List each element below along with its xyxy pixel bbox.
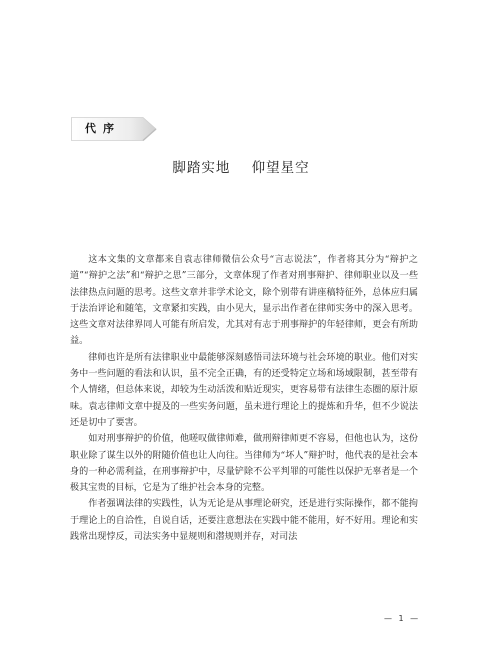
paragraph: 如对刑事辩护的价值，他嗟叹做律师难，做刑辩律师更不容易，但他也认为，这份职业除了谋生以外的附随价值也让人向往。当律师为“坏人”辩护时，他代表的是社会本身的一种必需利益，在刑事辩护中，尽量铲除不公平判罪的可能性以保护无辜者是一个极其宝贵的目标，它是为了维护社会本身的完整。 [70,434,418,494]
section-tag-label: 代序 [85,122,121,135]
paragraph: 律师也许是所有法律职业中最能够深刻感悟司法环境与社会环境的职业。他们对实务中一些问题的看法和认识，虽不完全正确，有的还受特定立场和场域限制，甚至带有个人情绪，但总体来说，却较为生动活泼和贴近现实，更容易带有法律生态圈的原汁原味。袁志律师文章中提及的一些实务问题，虽未进行理论上的提炼和升华，但不少说法还是切中了要害。 [70,352,418,428]
paragraph: 作者强调法律的实践性，认为无论是从事理论研究，还是进行实际操作，都不能拘于理论上的自洽性，自说自话，还要注意想法在实践中能不能用，好不好用。理论和实践常出现悖反，司法实务中显规则和潜规则并存，对司法 [70,499,418,543]
page-title: 脚踏实地 仰望星空 [172,160,310,176]
section-tag [71,117,157,141]
page-number: — 1 — [384,614,421,623]
body-text [70,252,418,545]
paragraph: 这本文集的文章都来自袁志律师微信公众号“言志说法”，作者将其分为“辩护之道”“辩护之法”和“辩护之思”三部分，文章体现了作者对刑事辩护、律师职业以及一些法律热点问题的思考。这些文章并非学术论文，除个别带有讲座稿特征外，总体应归属于法治评论和随笔，文章紧扣实践，由小见大，显示出作者在律师实务中的深入思考。这些文章对法律界同人可能有所启发，尤其对有志于刑事辩护的年轻律师，更会有所助益。 [70,255,418,347]
